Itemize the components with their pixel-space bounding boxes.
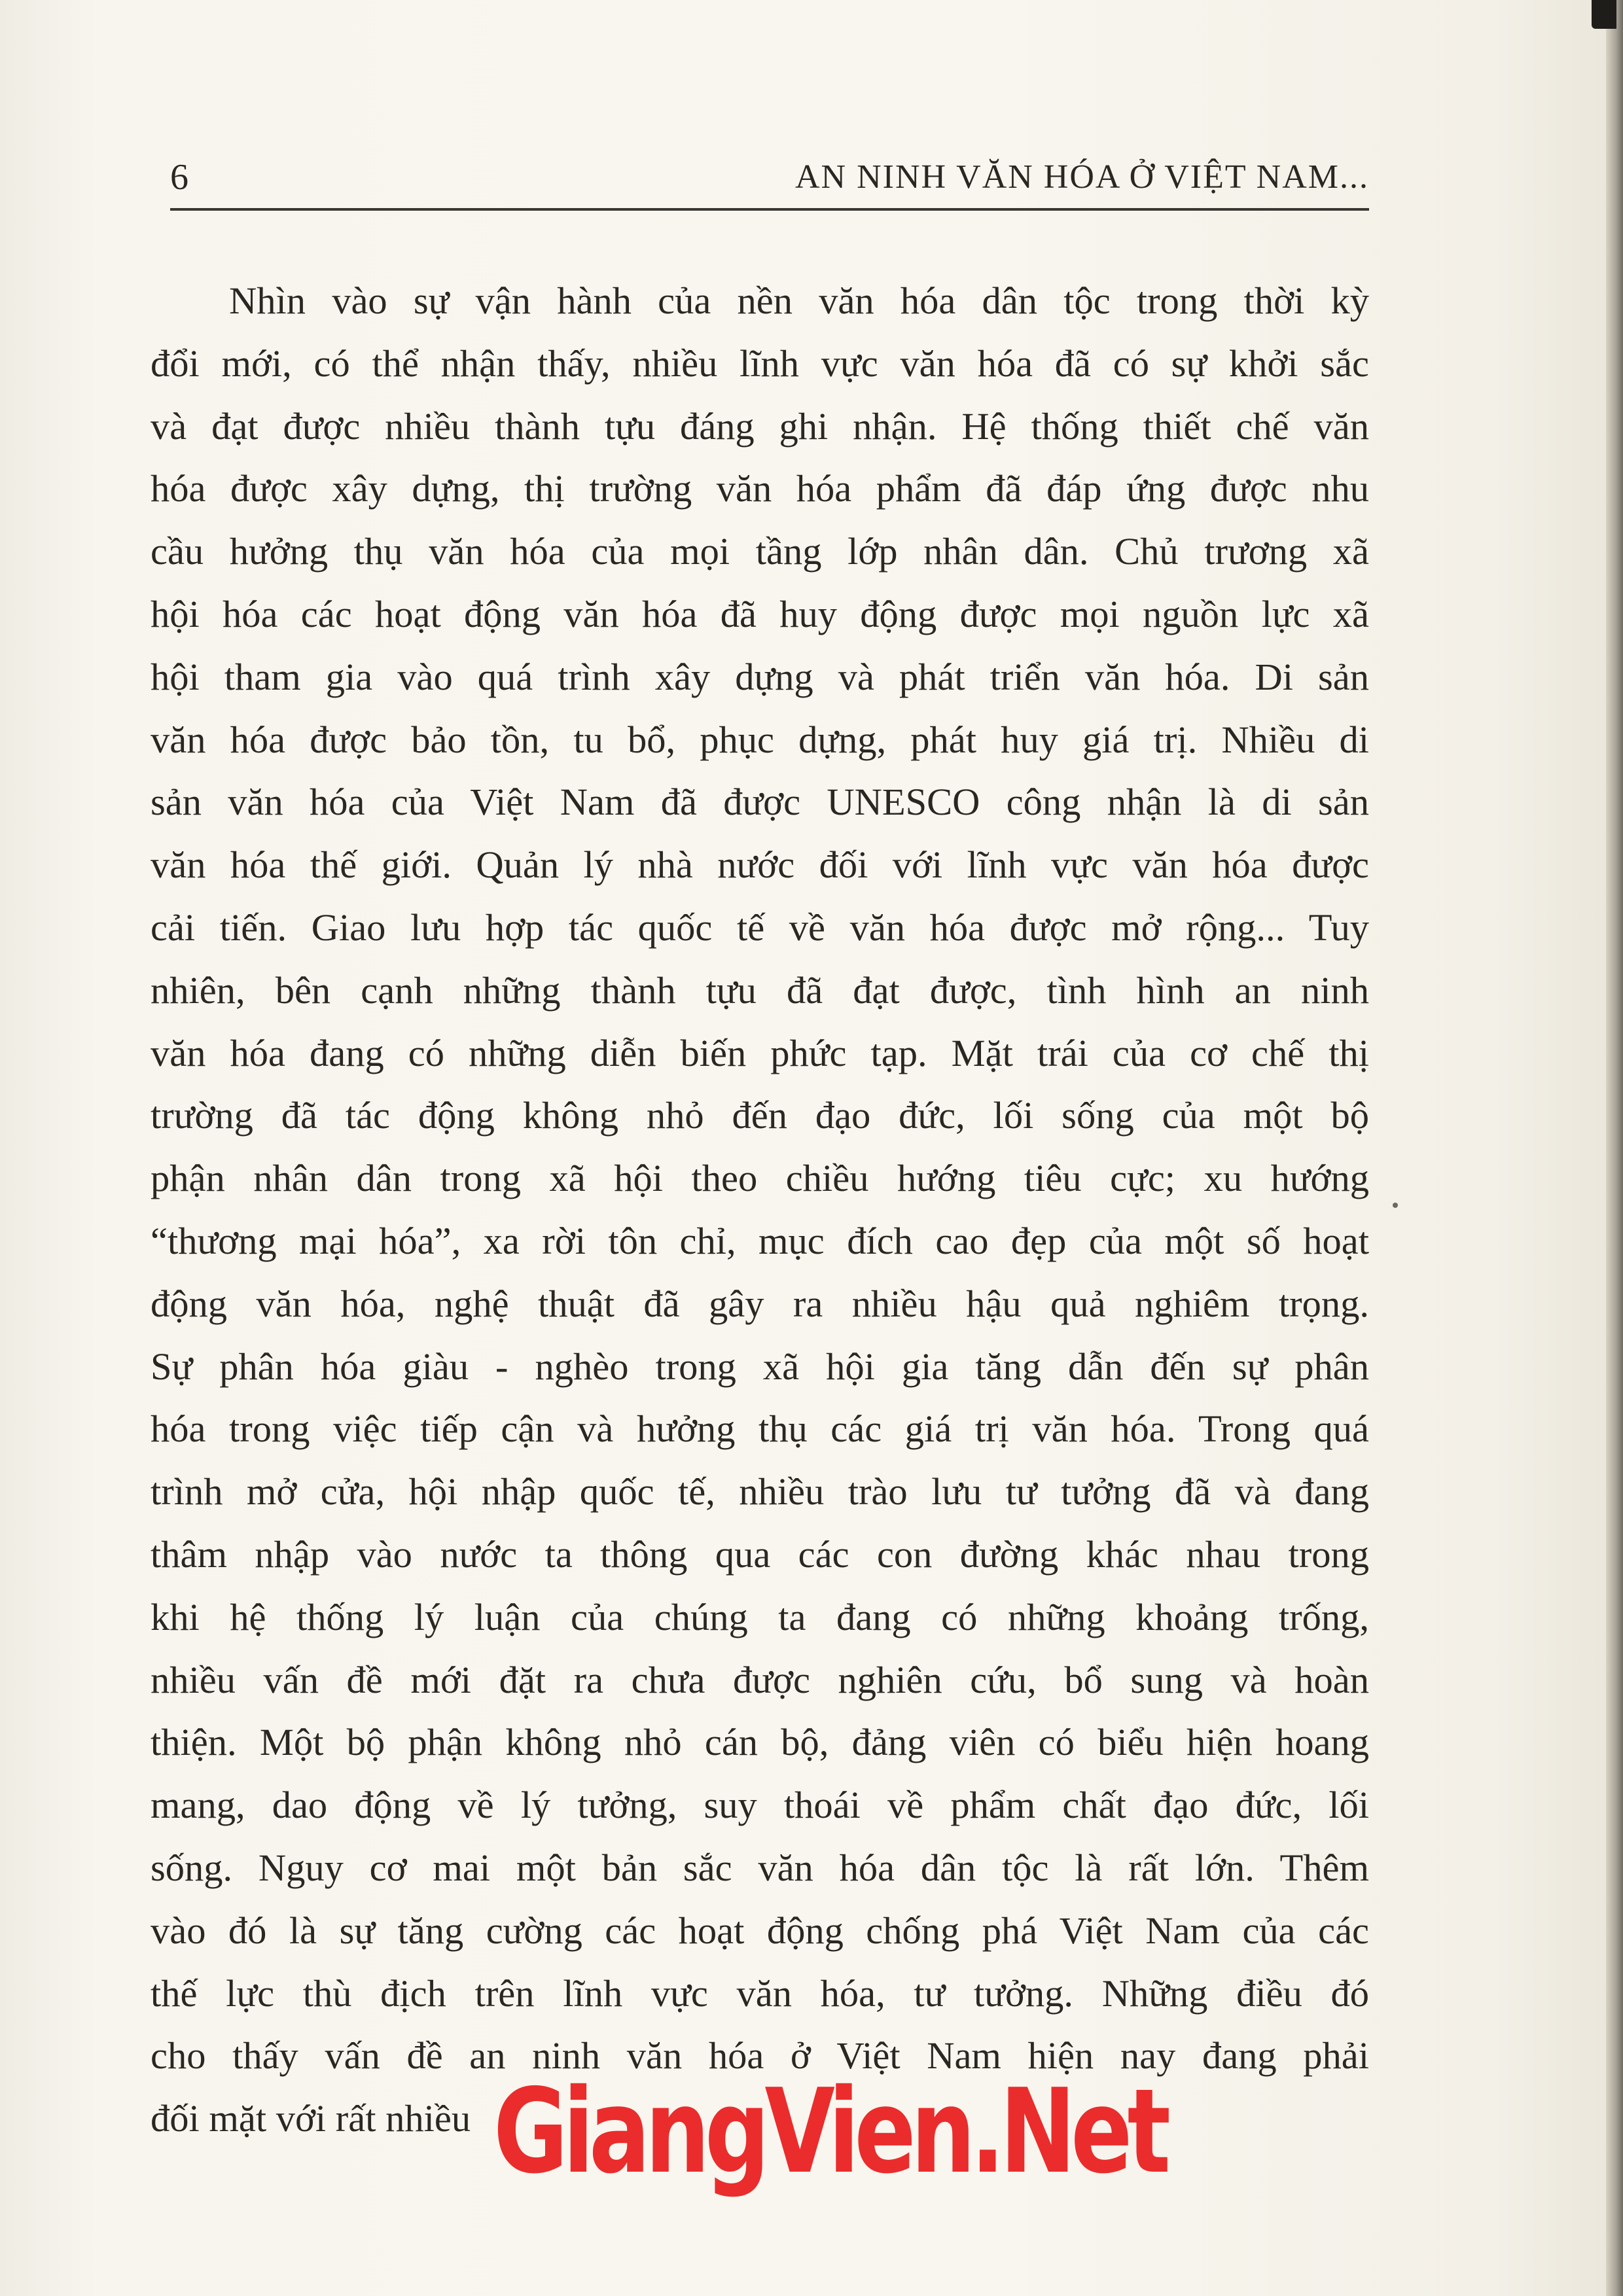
text-line: vào đó là sự tăng cường các hoạt động chống phá Việt Nam của các (151, 1909, 1369, 1952)
text-line: mang, dao động về lý tưởng, suy thoái về phẩm chất đạo đức, lối (151, 1784, 1369, 1827)
header-rule (170, 208, 1369, 211)
text-line: cải tiến. Giao lưu hợp tác quốc tế về văn hóa được mở rộng... Tuy (151, 906, 1369, 949)
text-line: thế lực thù địch trên lĩnh vực văn hóa, tư tưởng. Những điều đó (151, 1971, 1369, 2015)
text-line: hóa được xây dựng, thị trường văn hóa phẩm đã đáp ứng được nhu (151, 467, 1369, 510)
text-line: văn hóa được bảo tồn, tu bổ, phục dựng, phát huy giá trị. Nhiều di (151, 718, 1369, 761)
text-line: phận nhân dân trong xã hội theo chiều hướng tiêu cực; xu hướng (151, 1157, 1369, 1200)
text-line: trình mở cửa, hội nhập quốc tế, nhiều trào lưu tư tưởng đã và đang (151, 1470, 1369, 1513)
text-line: nhiên, bên cạnh những thành tựu đã đạt được, tình hình an ninh (151, 968, 1369, 1012)
page-number: 6 (170, 157, 189, 198)
text-line: thiện. Một bộ phận không nhỏ cán bộ, đảng viên có biểu hiện hoang (151, 1721, 1369, 1764)
text-line: Nhìn vào sự vận hành của nền văn hóa dân tộc trong thời kỳ (229, 279, 1369, 322)
text-line: sản văn hóa của Việt Nam đã được UNESCO công nhận là di sản (151, 781, 1369, 824)
text-line: hóa trong việc tiếp cận và hưởng thụ các giá trị văn hóa. Trong quá (151, 1407, 1369, 1451)
page-edge-shadow (1606, 0, 1623, 2296)
text-line: “thương mại hóa”, xa rời tôn chỉ, mục đích cao đẹp của một số hoạt (151, 1219, 1369, 1262)
text-line: sống. Nguy cơ mai một bản sắc văn hóa dân tộc là rất lớn. Thêm (151, 1846, 1369, 1889)
text-line: cầu hưởng thụ văn hóa của mọi tầng lớp nhân dân. Chủ trương xã (151, 530, 1369, 573)
text-line: văn hóa thế giới. Quản lý nhà nước đối với lĩnh vực văn hóa được (151, 843, 1369, 887)
text-line: khi hệ thống lý luận của chúng ta đang có những khoảng trống, (151, 1595, 1369, 1638)
text-line: nhiều vấn đề mới đặt ra chưa được nghiên cứu, bổ sung và hoàn (151, 1658, 1369, 1701)
text-line: đổi mới, có thể nhận thấy, nhiều lĩnh vực văn hóa đã có sự khởi sắc (151, 342, 1369, 385)
text-line: thâm nhập vào nước ta thông qua các con đường khác nhau trong (151, 1532, 1369, 1576)
text-line: cho thấy vấn đề an ninh văn hóa ở Việt Nam hiện nay đang phải (151, 2034, 1369, 2077)
text-line: động văn hóa, nghệ thuật đã gây ra nhiều hậu quả nghiêm trọng. (151, 1282, 1369, 1325)
body-paragraph (151, 270, 1369, 2150)
text-line: và đạt được nhiều thành tựu đáng ghi nhận. Hệ thống thiết chế văn (151, 404, 1369, 448)
scan-speck (1393, 1203, 1398, 1208)
text-line: hội tham gia vào quá trình xây dựng và phát triển văn hóa. Di sản (151, 655, 1369, 698)
running-header (170, 154, 1369, 200)
text-line: Sự phân hóa giàu - nghèo trong xã hội gia tăng dẫn đến sự phân (151, 1345, 1369, 1388)
running-title: AN NINH VĂN HÓA Ở VIỆT NAM... (795, 158, 1369, 196)
text-line: văn hóa đang có những diễn biến phức tạp. Mặt trái của cơ chế thị (151, 1031, 1369, 1074)
text-line: trường đã tác động không nhỏ đến đạo đức, lối sống của một bộ (151, 1094, 1369, 1137)
scan-corner-mark (1592, 0, 1616, 29)
watermark-logo: GiangVien.Net (493, 2064, 1166, 2199)
text-line: đối mặt với rất nhiều (151, 2097, 471, 2140)
text-line: hội hóa các hoạt động văn hóa đã huy động được mọi nguồn lực xã (151, 592, 1369, 635)
